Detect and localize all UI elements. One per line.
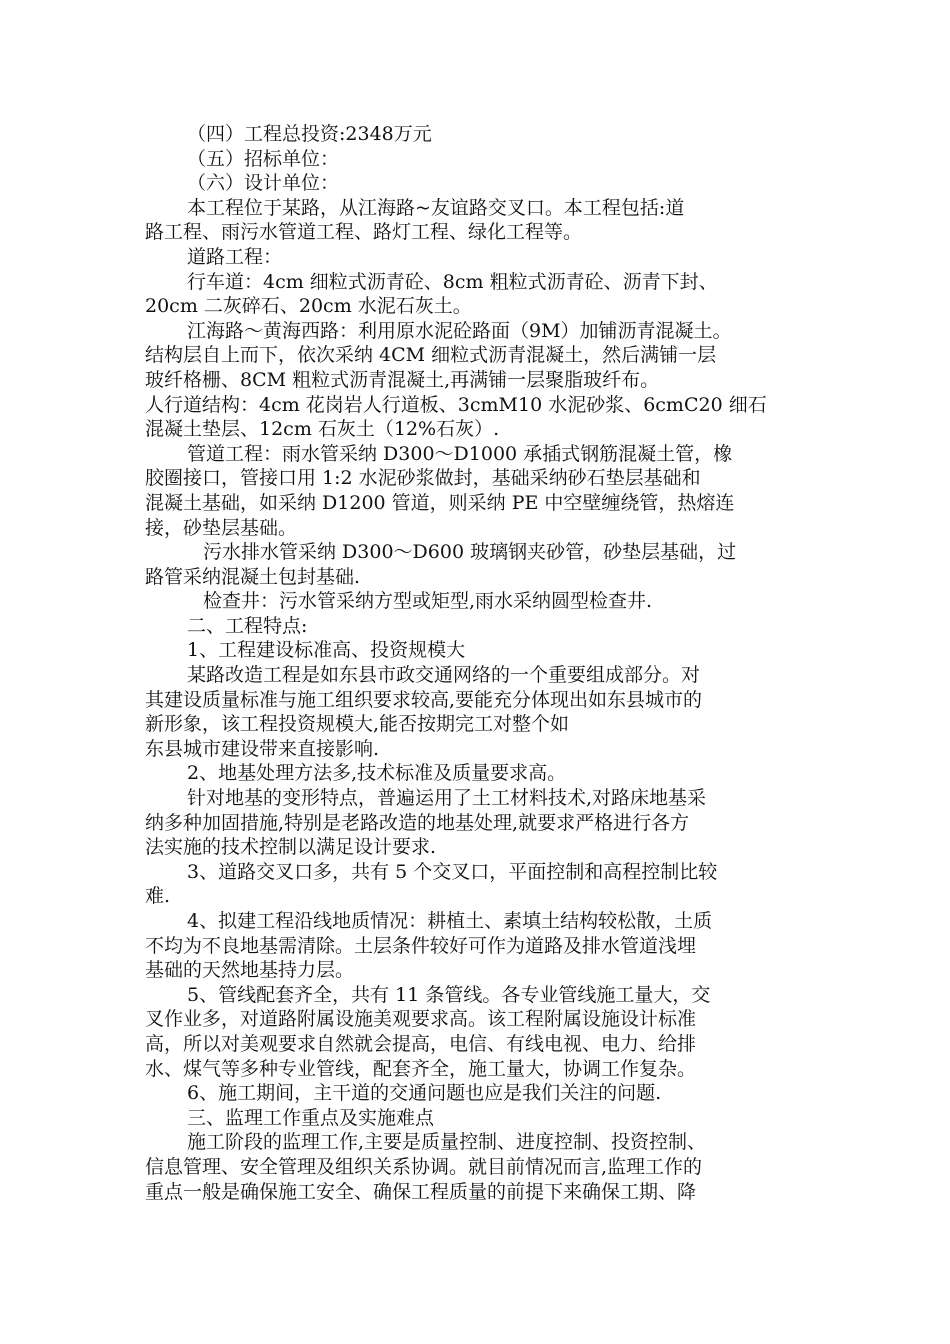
text-line: （四）工程总投资:2348万元 bbox=[187, 123, 432, 145]
text-line: 路管采纳混凝土包封基础. bbox=[145, 565, 361, 588]
text-line: 路工程、雨污水管道工程、路灯工程、绿化工程等。 bbox=[145, 221, 583, 244]
text-line: 二、工程特点: bbox=[187, 614, 308, 637]
text-line: 东县城市建设带来直接影响. bbox=[145, 737, 380, 760]
text-line: 叉作业多，对道路附属设施美观要求高。该工程附属设施设计标准 bbox=[145, 1008, 697, 1031]
document-body bbox=[145, 122, 815, 1204]
text-line: 重点一般是确保施工安全、确保工程质量的前提下来确保工期、降 bbox=[145, 1180, 697, 1203]
text-line: 新形象，该工程投资规模大,能否按期完工对整个如 bbox=[145, 713, 570, 736]
text-line: 2、地基处理方法多,技术标准及质量要求高。 bbox=[187, 762, 567, 785]
text-line: 针对地基的变形特点，普遍运用了土工材料技术,对路床地基采 bbox=[187, 787, 707, 810]
text-line: 混凝土基础，如采纳 D1200 管道，则采纳 PE 中空壁缠绕管，热熔连 bbox=[145, 491, 735, 514]
text-line: 纳多种加固措施,特别是老路改造的地基处理,就要求严格进行各方 bbox=[145, 811, 690, 834]
text-line: 混凝土垫层、12cm 石灰土（12%石灰）. bbox=[145, 418, 500, 441]
text-line: 本工程位于某路，从江海路~友谊路交叉口。本工程包括:道 bbox=[187, 196, 685, 219]
text-line: 三、监理工作重点及实施难点 bbox=[187, 1106, 435, 1129]
text-line: （六）设计单位： bbox=[187, 172, 340, 195]
text-line: 污水排水管采纳 D300～D600 玻璃钢夹砂管，砂垫层基础，过 bbox=[203, 541, 737, 564]
text-line: 6、施工期间，主干道的交通问题也应是我们关注的问题. bbox=[187, 1082, 662, 1105]
text-line: 法实施的技术控制以满足设计要求. bbox=[145, 836, 437, 859]
text-line: 人行道结构：4cm 花岗岩人行道板、3cmM10 水泥砂浆、6cmC20 细石 bbox=[145, 393, 767, 416]
text-line: 结构层自上而下，依次采纳 4CM 细粒式沥青混凝土，然后满铺一层 bbox=[145, 344, 717, 367]
text-line: 5、管线配套齐全，共有 11 条管线。各专业管线施工量大，交 bbox=[187, 983, 711, 1006]
text-line: 道路工程： bbox=[187, 245, 283, 268]
text-line: 不均为不良地基需清除。土层条件较好可作为道路及排水管道浅埋 bbox=[145, 934, 697, 957]
text-line: 其建设质量标准与施工组织要求较高,要能充分体现出如东县城市的 bbox=[145, 688, 703, 711]
text-line: 1、工程建设标准高、投资规模大 bbox=[187, 639, 466, 662]
text-line: 4、拟建工程沿线地质情况：耕植土、素填土结构较松散，土质 bbox=[187, 910, 713, 932]
text-line: 信息管理、安全管理及组织关系协调。就目前情况而言,监理工作的 bbox=[145, 1155, 703, 1178]
text-line: 水、煤气等多种专业管线，配套齐全，施工量大，协调工作复杂。 bbox=[145, 1057, 697, 1080]
text-line: 3、道路交叉口多，共有 5 个交叉口，平面控制和高程控制比较 bbox=[187, 860, 718, 883]
text-line: 胶圈接口，管接口用 1:2 水泥砂浆做封，基础采纳砂石垫层基础和 bbox=[145, 467, 701, 490]
text-line: 行车道：4cm 细粒式沥青砼、8cm 粗粒式沥青砼、沥青下封、 bbox=[187, 270, 718, 293]
text-line: 施工阶段的监理工作,主要是质量控制、进度控制、投资控制、 bbox=[187, 1131, 707, 1154]
text-line: 检查井：污水管采纳方型或矩型,雨水采纳圆型检查井. bbox=[203, 590, 653, 613]
text-line: 管道工程：雨水管采纳 D300～D1000 承插式钢筋混凝土管，橡 bbox=[187, 442, 733, 465]
text-line: 基础的天然地基持力层。 bbox=[145, 959, 355, 982]
text-line: （五）招标单位： bbox=[187, 147, 340, 170]
text-line: 某路改造工程是如东县市政交通网络的一个重要组成部分。对 bbox=[187, 664, 701, 687]
text-line: 20cm 二灰碎石、20cm 水泥石灰土。 bbox=[145, 295, 472, 318]
text-line: 难. bbox=[145, 885, 171, 908]
text-line: 江海路～黄海西路：利用原水泥砼路面（9M）加铺沥青混凝土。 bbox=[187, 319, 732, 342]
text-line: 玻纤格栅、8CM 粗粒式沥青混凝土,再满铺一层聚脂玻纤布。 bbox=[145, 368, 660, 391]
text-line: 高，所以对美观要求自然就会提高，电信、有线电视、电力、给排 bbox=[145, 1032, 697, 1055]
text-line: 接，砂垫层基础。 bbox=[145, 516, 298, 539]
